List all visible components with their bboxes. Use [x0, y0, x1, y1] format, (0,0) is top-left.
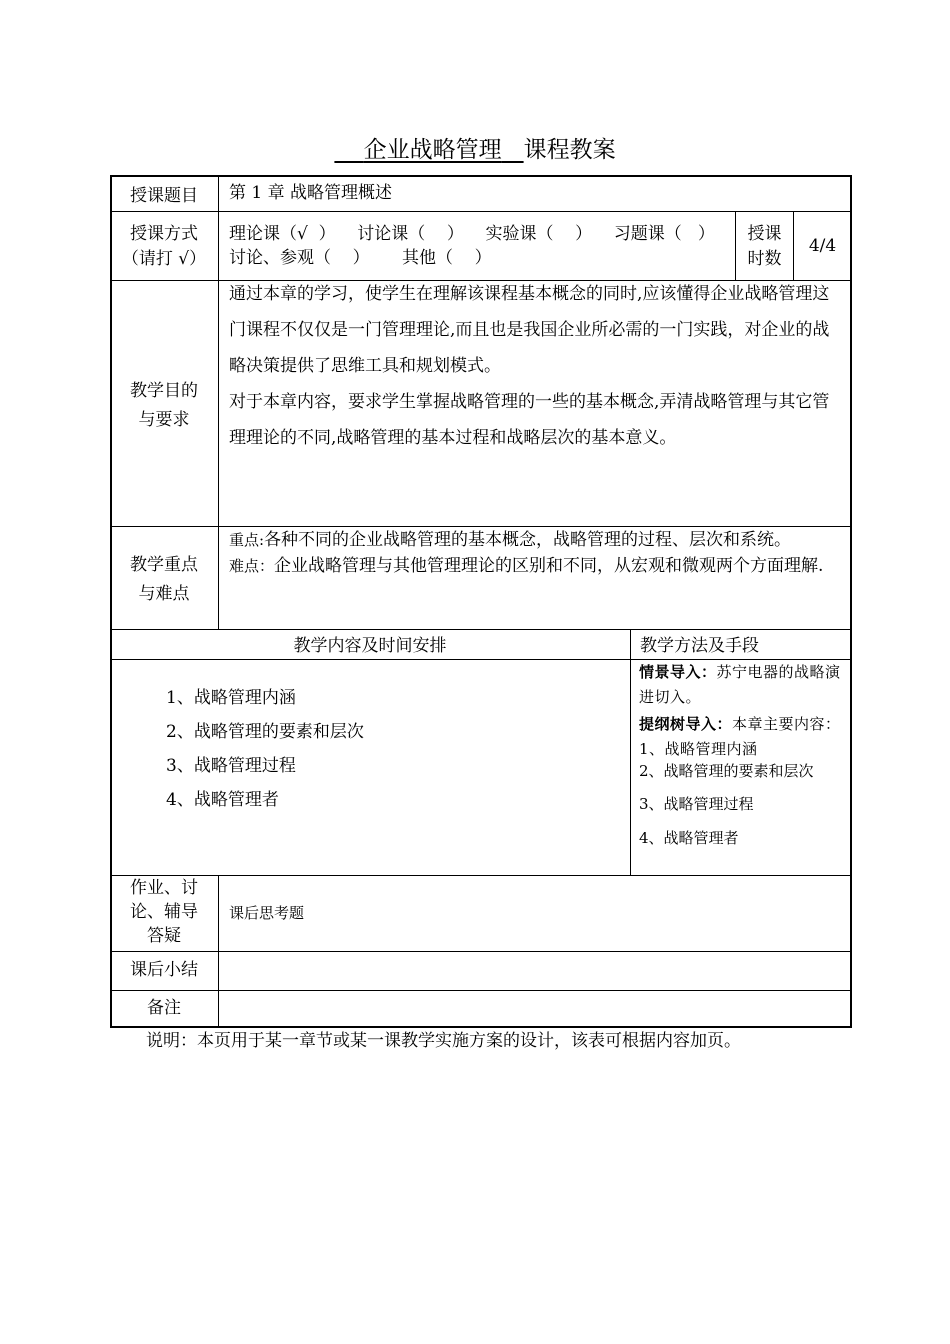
method-intro: [639, 660, 845, 762]
hours-label: 授课 时数: [747, 224, 782, 269]
difficult-point: 难点：企业战略管理与其他管理理论的区别和不同，从宏观和微观两个方面理解.: [229, 556, 824, 576]
title-suffix: 课程教案: [523, 137, 616, 163]
content-item: 2、战略管理的要素和层次: [166, 722, 364, 742]
mode-label: 授课方式 （请打 √）: [121, 224, 207, 269]
content-item: 3、战略管理过程: [166, 756, 296, 776]
label-column-divider: [218, 875, 219, 1028]
summary-label: 课后小结: [130, 960, 198, 980]
method-item: 2、战略管理的要素和层次: [639, 762, 814, 780]
homework-label: 作业、讨 论、辅导 答疑: [130, 878, 198, 946]
mode-options-line1: 理论课（√ ） 讨论课（ ） 实验课（ ） 习题课（ ）: [229, 224, 715, 244]
method-outline: 提纲树导入：本章主要内容：1、战略管理内涵: [639, 715, 841, 758]
keypoints-label: 教学重点 与难点: [130, 555, 198, 604]
method-item: 3、战略管理过程: [639, 795, 754, 813]
method-scenario: 情景导入：苏宁电器的战略演进切入。: [639, 663, 841, 706]
row-divider: [110, 990, 852, 991]
page-title: [0, 132, 950, 168]
method-header: 教学方法及手段: [640, 636, 759, 656]
row-divider: [110, 629, 852, 630]
content-method-divider: [630, 629, 631, 875]
content-item: 4、战略管理者: [166, 790, 279, 810]
topic-label: 授课题目: [130, 186, 198, 206]
content-header: 教学内容及时间安排: [293, 636, 447, 656]
objectives-text: [229, 276, 843, 456]
mode-options-line2: 讨论、参观（ ） 其他（ ）: [229, 248, 492, 268]
objectives-paragraph: 通过本章的学习，使学生在理解该课程基本概念的同时,应该懂得企业战略管理这门课程不仅仅是一门管理理论,而且也是我国企业所必需的一门实践，对企业的战略决策提供了思维工具和规划模式。: [229, 284, 830, 376]
remarks-label: 备注: [147, 998, 181, 1018]
homework-value: 课后思考题: [229, 904, 305, 922]
topic-value: 第 1 章 战略管理概述: [229, 183, 393, 203]
row-divider: [110, 211, 852, 212]
footnote: 说明：本页用于某一章节或某一课教学实施方案的设计，该表可根据内容加页。: [146, 1031, 741, 1051]
objectives-label: 教学目的 与要求: [130, 381, 198, 430]
content-item: 1、战略管理内涵: [166, 688, 296, 708]
key-point: 重点:各种不同的企业战略管理的基本概念，战略管理的过程、层次和系统。: [229, 530, 792, 550]
label-column-divider: [218, 175, 219, 630]
row-divider: [110, 951, 852, 952]
course-name: 企业战略管理: [363, 137, 502, 163]
hours-value: 4/4: [808, 236, 837, 256]
objectives-paragraph: 对于本章内容，要求学生掌握战略管理的一些的基本概念,弄清战略管理与其它管理理论的不同,战略管理的基本过程和战略层次的基本意义。: [229, 392, 830, 448]
method-item: 4、战略管理者: [639, 829, 739, 847]
row-divider: [110, 526, 852, 527]
row-divider: [110, 875, 852, 876]
keypoints-text: [229, 528, 843, 578]
